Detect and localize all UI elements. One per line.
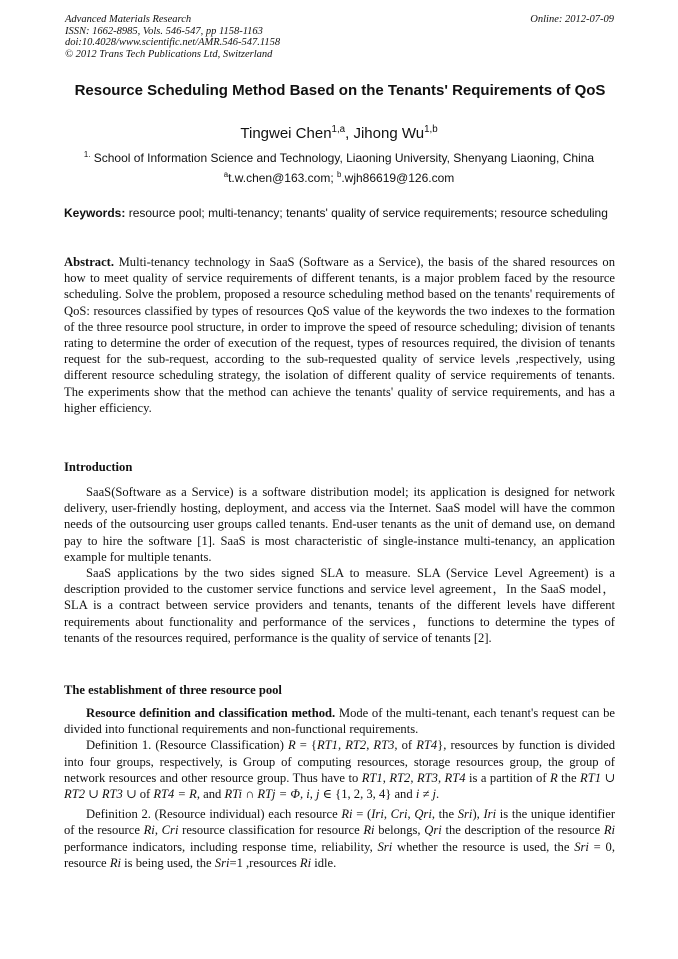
email-mark: a <box>223 170 229 179</box>
abstract-label: Abstract. <box>64 255 115 269</box>
paragraph: SaaS(Software as a Service) is a software distribution model; its application is designed for network delivery, user-friendly hosting, deployment, and access via the Internet. SaaS model will have the common needs of the outsourcing user groups called tenants. End-user tenants as the unit of demand use, on demand pay to hire the software [1]. SaaS is most characteristic of single-instance multi-tenancy, an application example for multiple tenants. <box>64 485 615 564</box>
author-name: Tingwei Chen <box>240 125 332 142</box>
page-header <box>65 14 614 60</box>
affiliation <box>0 150 678 165</box>
section-body <box>64 705 615 871</box>
abstract <box>64 254 615 416</box>
email-mark: b <box>336 170 342 179</box>
journal-name: Advanced Materials Research <box>65 14 192 25</box>
keywords-text: resource pool; multi-tenancy; tenants' quality of service requirements; resource scheduling <box>125 206 608 220</box>
issn-line: ISSN: 1662-8985, Vols. 546-547, pp 1158-1163 <box>65 25 263 37</box>
definition-1: Definition 1. (Resource Classification) R = {RT1, RT2, RT3, of RT4}, resources by function is divided into four groups, respectively, is Group of computing resources, storage resources group, the group of network resources and other resource group. Thus have to RT1, RT2, RT3, RT4 is a partition of R the RT1 ∪ RT2 ∪ RT3 ∪ of RT4 = R, and RTi ∩ RTj = Φ, i, j ∈ {1, 2, 3, 4} and i ≠ j. <box>64 738 616 802</box>
email-address: t.w.chen@163.com; <box>228 171 337 185</box>
section-heading-introduction: Introduction <box>64 460 133 474</box>
affiliation-mark: 1. <box>83 150 91 159</box>
doi-line: doi:10.4028/www.scientific.net/AMR.546-547.1158 <box>65 37 281 48</box>
email-address: .wjh86619@126.com <box>341 171 455 185</box>
keywords <box>64 206 614 222</box>
affiliation-text: School of Information Science and Technology, Liaoning University, Shenyang Liaoning, China <box>90 151 595 165</box>
keywords-label: Keywords: <box>64 206 126 220</box>
author-name: Jihong Wu <box>353 125 425 142</box>
author-affiliation-mark: 1,a <box>331 124 346 135</box>
introduction-body <box>64 484 615 646</box>
paper-title: Resource Scheduling Method Based on the Tenants' Requirements of QoS <box>74 82 606 99</box>
section-heading-resource-pool: The establishment of three resource pool <box>64 683 282 697</box>
subsection-label: Resource definition and classification method. <box>86 706 336 720</box>
author-line <box>0 124 678 142</box>
paragraph: Resource definition and classification method. Mode of the multi-tenant, each tenant's request can be divided into functional requirements and non-functional requirements. <box>64 706 615 737</box>
online-date: Online: 2012-07-09 <box>530 14 614 25</box>
author-affiliation-mark: 1,b <box>424 124 438 135</box>
definition-2: Definition 2. (Resource individual) each resource Ri = (Iri, Cri, Qri, the Sri), Iri is the unique identifier of the resource Ri, Cri resource classification for resource Ri belongs, Qri the description of the resource Ri performance indicators, including response time, reliability, Sri whether the resource is used, the Sri = 0, resource Ri is being used, the Sri=1 ,resources Ri idle. <box>64 807 616 870</box>
abstract-text: Multi-tenancy technology in SaaS (Software as a Service), the basis of the shared resources on how to meet quality of service requirements of different tenants, is a major problem faced by the resource scheduling. Solve the problem, proposed a resource scheduling method based on the tenants' requirements of QoS: resources classified by types of resources QoS value of the keywords the two indexes to the formation of the three resource pool structure, in order to improve the speed of resource scheduling; division of tenants rating to determine the order of execution of the request, types of resources required, the division of tenants request for the sub-request, according to the sub-requested quality of service levels ,respectively, using different resource scheduling strategy, the isolation of different quality of service requirements of tenants. The experiments show that the method can achieve the tenants' quality of service requirements, and has a higher efficiency. <box>64 255 615 415</box>
author-separator: , <box>345 125 354 142</box>
copyright-line: © 2012 Trans Tech Publications Ltd, Switzerland <box>65 48 273 60</box>
email-line <box>0 170 678 185</box>
paragraph: SaaS applications by the two sides signed SLA to measure. SLA (Service Level Agreement) is a description provided to the customer service functions and service level agreement，In the SaaS model，SLA is a contract between service providers and tenants, tenants of the different levels have different requirements about functionality and performance of the services，functions to determine the types of tenants of the resources required, performance is the quality of service of tenants [2]. <box>64 566 615 645</box>
